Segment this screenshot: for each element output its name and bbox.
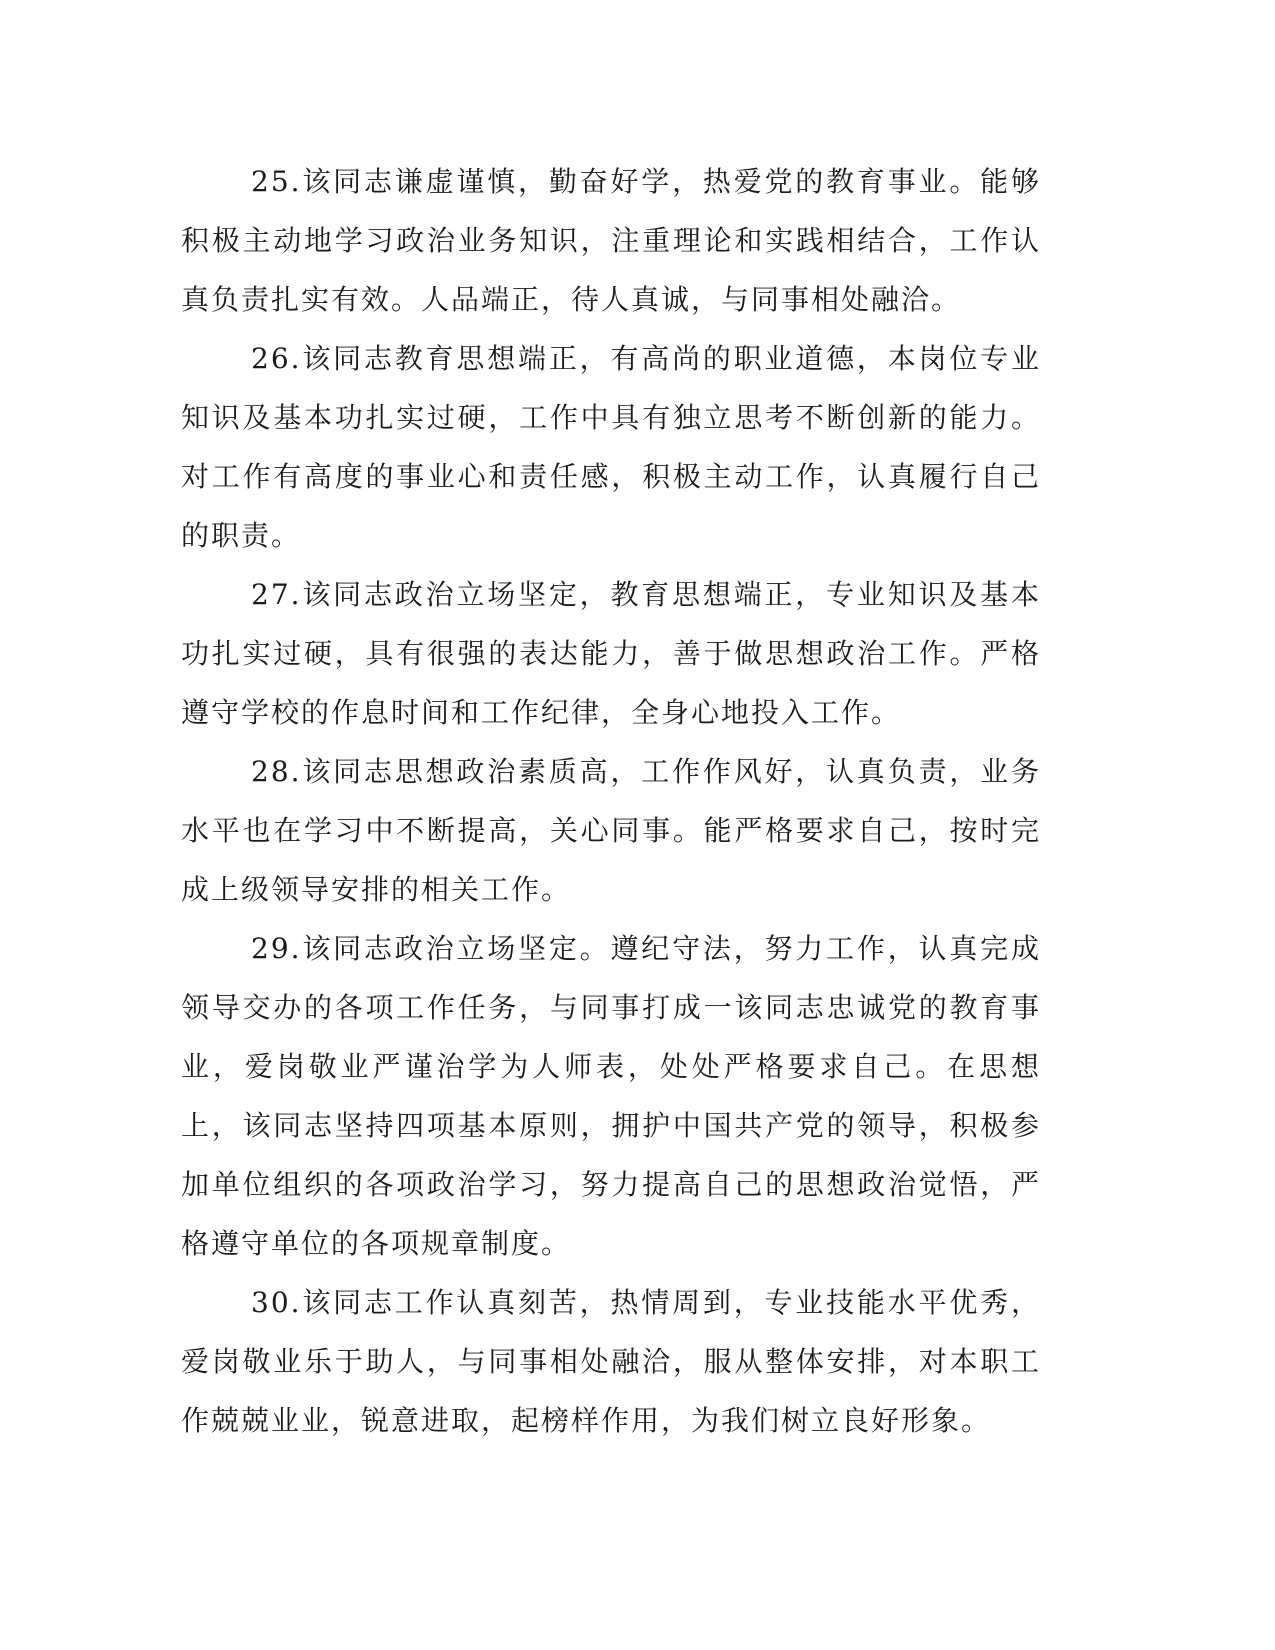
paragraph-27: 27.该同志政治立场坚定，教育思想端正，专业知识及基本功扎实过硬，具有很强的表达能力，善于做思想政治工作。严格遵守学校的作息时间和工作纪律，全身心地投入工作。: [181, 578, 1041, 729]
paragraph-29: 29.该同志政治立场坚定。遵纪守法，努力工作，认真完成领导交办的各项工作任务，与同事打成一该同志忠诚党的教育事业，爱岗敬业严谨治学为人师表，处处严格要求自己。在思想上，该同志坚持四项基本原则，拥护中国共产党的领导，积极参加单位组织的各项政治学习，努力提高自己的思想政治觉悟，严格遵守单位的各项规章制度。: [181, 932, 1041, 1260]
paragraph-25: 25.该同志谦虚谨慎，勤奋好学，热爱党的教育事业。能够积极主动地学习政治业务知识，注重理论和实践相结合，工作认真负责扎实有效。人品端正，待人真诚，与同事相处融洽。: [181, 165, 1041, 316]
document-body: [181, 152, 1041, 1450]
paragraph-26: 26.该同志教育思想端正，有高尚的职业道德，本岗位专业知识及基本功扎实过硬，工作中具有独立思考不断创新的能力。对工作有高度的事业心和责任感，积极主动工作，认真履行自己的职责。: [181, 342, 1041, 552]
paragraph-28: 28.该同志思想政治素质高，工作作风好，认真负责，业务水平也在学习中不断提高，关心同事。能严格要求自己，按时完成上级领导安排的相关工作。: [181, 755, 1041, 906]
paragraph-30: 30.该同志工作认真刻苦，热情周到，专业技能水平优秀，爱岗敬业乐于助人，与同事相处融洽，服从整体安排，对本职工作兢兢业业，锐意进取，起榜样作用，为我们树立良好形象。: [181, 1286, 1041, 1437]
